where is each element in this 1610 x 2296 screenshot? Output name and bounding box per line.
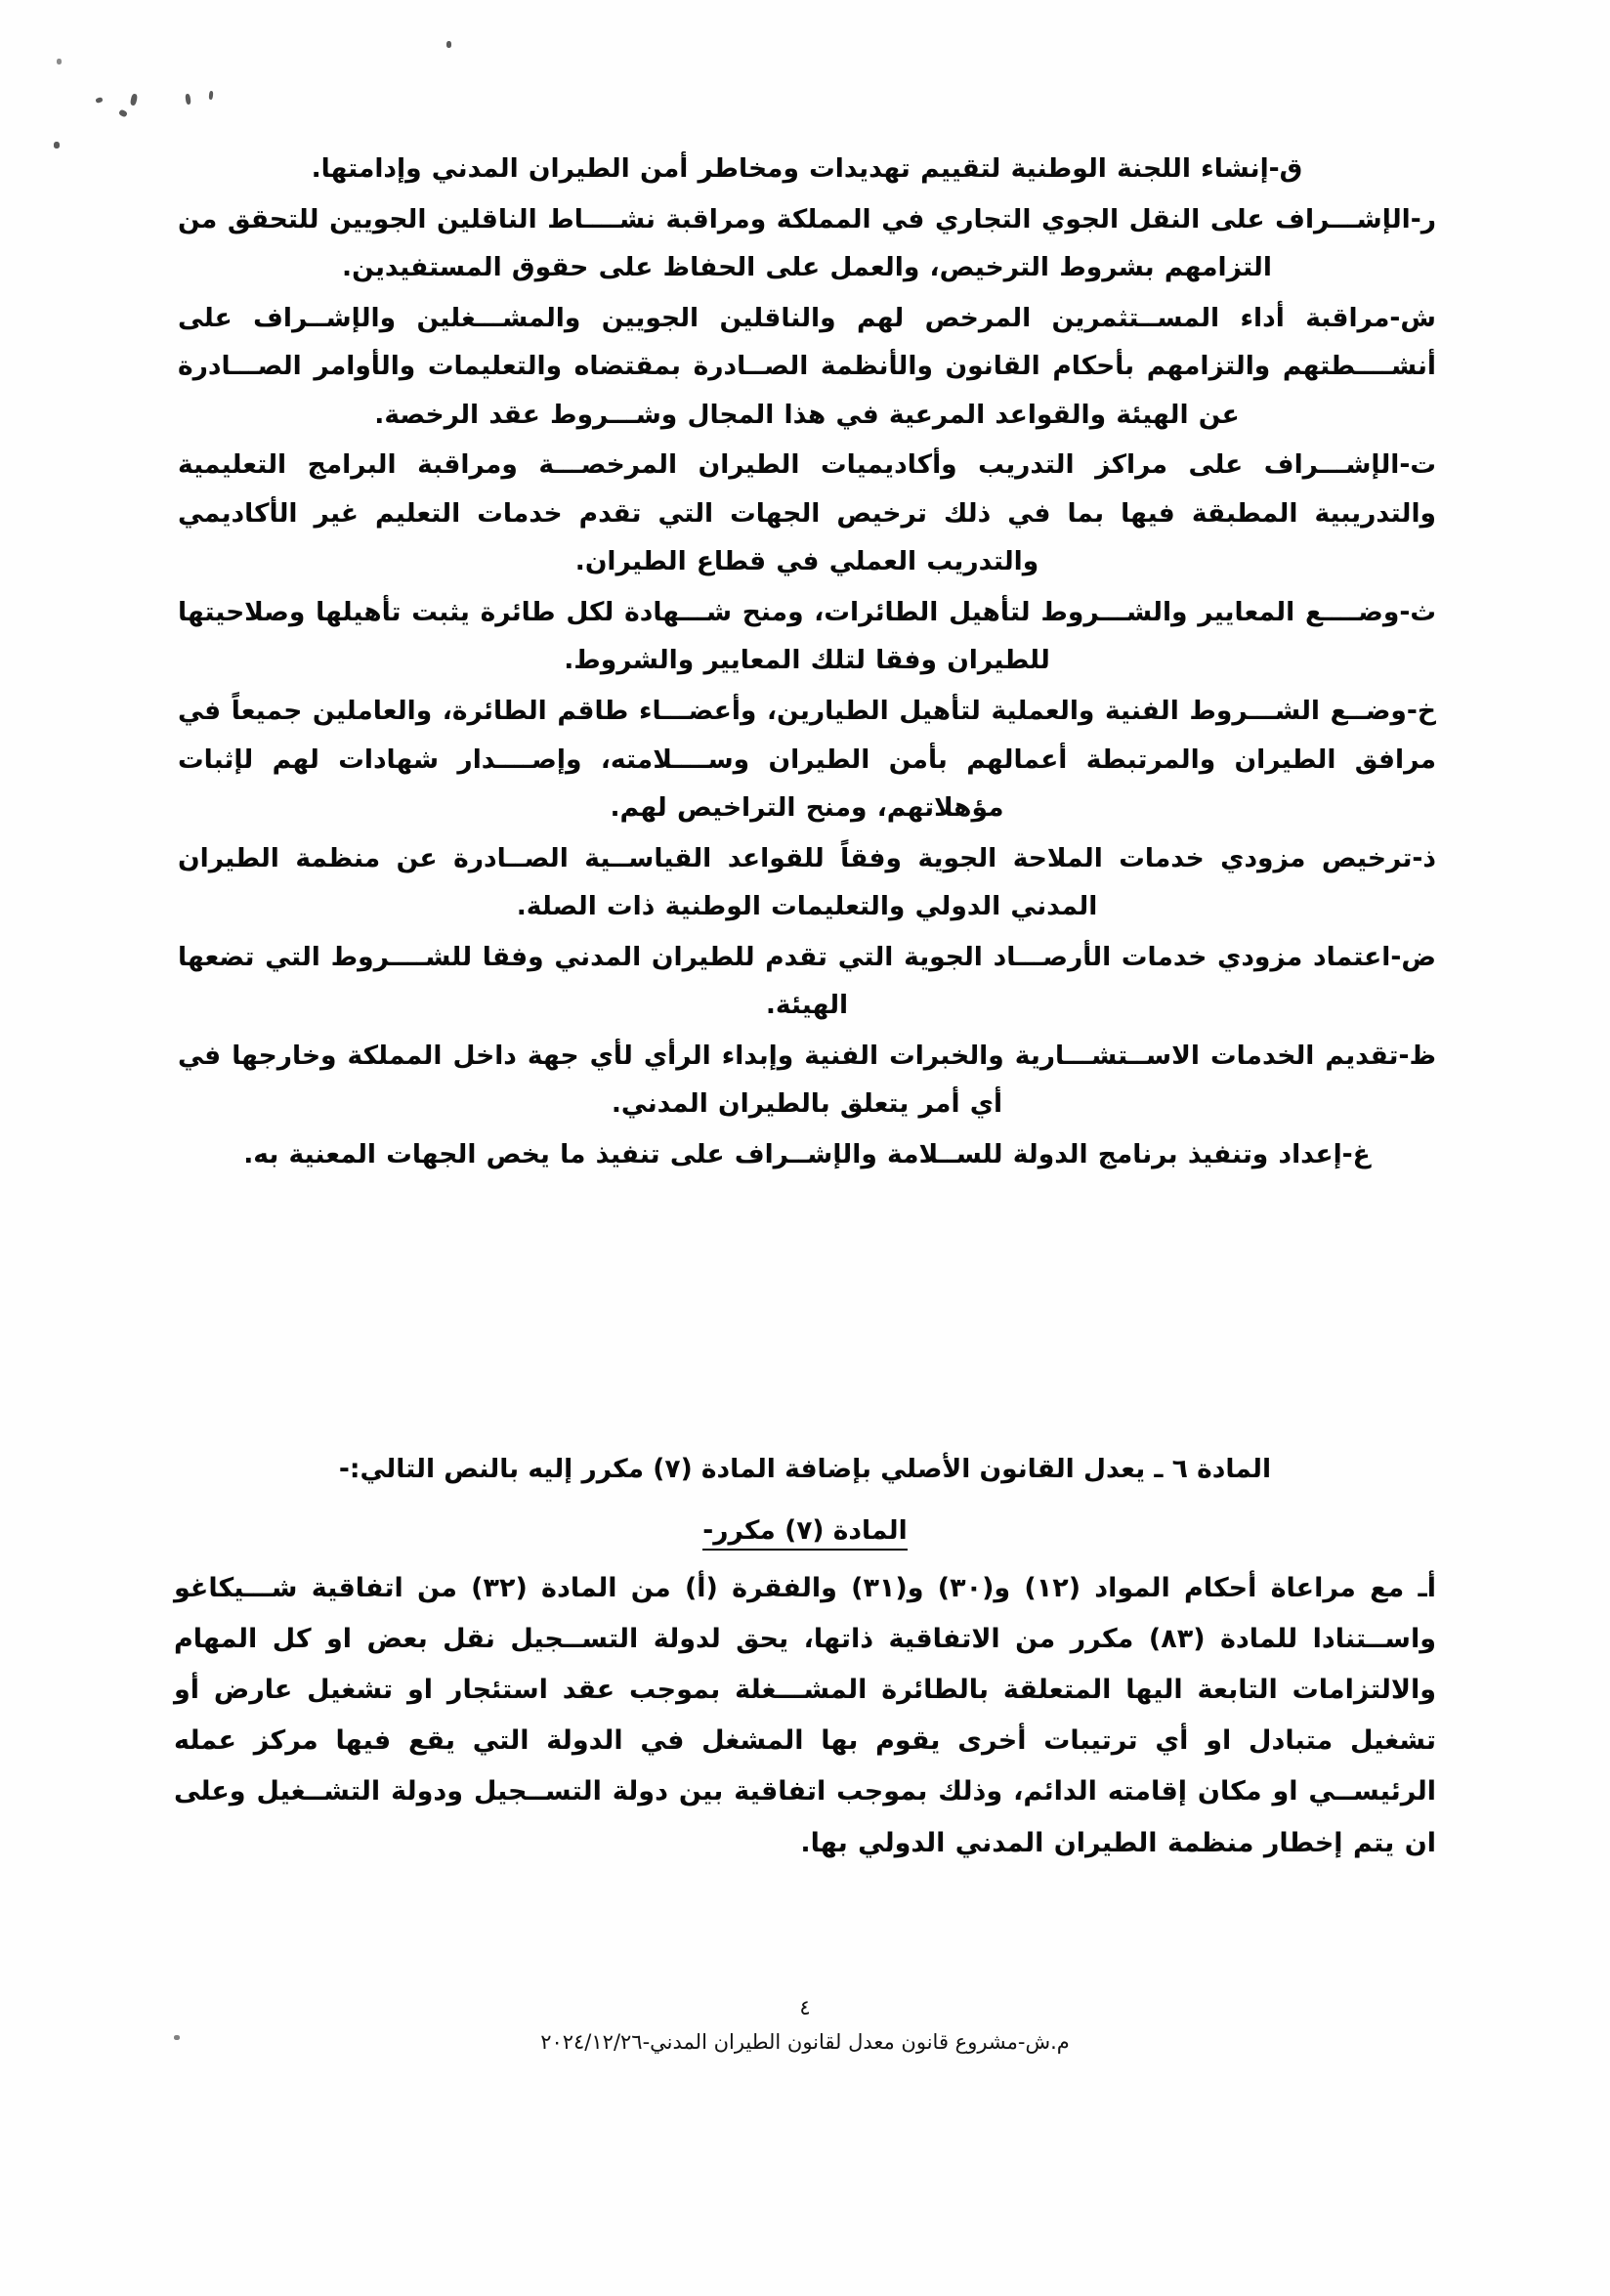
clause-sheen: ش-مراقبة أداء المســتثمرين المرخص لهم والناقلين الجويين والمشـــغلين والإشــراف على أنشــــطتهم والتزامهم بأحكام القانون والأنظمة الصــادرة بمقتضاه والتعليمات والأوامر الصـــادرة عن الهيئة والقواعد المرعية في هذا المجال وشـــروط عقد الرخصة.: [178, 302, 1436, 430]
clause-zha: ظ-تقديم الخدمات الاســتشـــارية والخبرات الفنية وإبداء الرأي لأي جهة داخل المملكة وخارجها في أي أمر يتعلق بالطيران المدني.: [178, 1040, 1436, 1120]
scan-speck: [118, 108, 128, 117]
footer-note: م.ش-مشروع قانون معدل لقانون الطيران المدني-٢٠٢٤/١٢/٢٦: [540, 2030, 1070, 2054]
article-7-heading: [174, 1515, 1436, 1551]
article-6-amendment-line: المادة ٦ ـ يعدل القانون الأصلي بإضافة المادة (٧) مكرر إليه بالنص التالي:-: [338, 1454, 1272, 1484]
clause-qaf: ق-إنشاء اللجنة الوطنية لتقييم تهديدات ومخاطر أمن الطيران المدني وإدامتها.: [311, 153, 1303, 184]
scan-speck: [95, 97, 103, 104]
scan-speck: [209, 91, 214, 100]
article-7-heading-text: المادة (٧) مكرر-: [702, 1515, 907, 1551]
clause-ra: ر-الإشـــراف على النقل الجوي التجاري في المملكة ومراقبة نشــــاط الناقلين الجويين للتحقق من التزامهم بشروط الترخيص، والعمل على الحفاظ على حقوق المستفيدين.: [178, 203, 1436, 283]
clause-tha: ث-وضــــع المعايير والشـــروط لتأهيل الطائرات، ومنح شـــهادة لكل طائرة يثبت تأهيلها وصلاحيتها للطيران وفقا لتلك المعايير والشروط.: [178, 596, 1436, 676]
clause-ghain: غ-إعداد وتنفيذ برنامج الدولة للســلامة والإشــراف على تنفيذ ما يخص الجهات المعنية به.: [243, 1138, 1371, 1169]
article-7-body: [174, 1563, 1436, 1871]
scan-speck: [446, 41, 451, 48]
clause-list: [178, 145, 1436, 1180]
article-7-clause-alif: أـ مع مراعاة أحكام المواد (١٢) و(٣٠) و(٣١) والفقرة (أ) من المادة (٣٢) من اتفاقية شـــيكاغو واســتنادا للمادة (٨٣) مكرر من الاتفاقية ذاتها، يحق لدولة التســجيل نقل بعض او كل المهام والالتزامات التابعة اليها المتعلقة بالطائرة المشـــغلة بموجب عقد استئجار او تشغيل عارض أو تشغيل متبادل او أي ترتيبات أخرى يقوم بها المشغل في الدولة التي يقع فيها مركز عمله الرئيســي او مكان إقامته الدائم، وذلك بموجب اتفاقية بين دولة التســجيل ودولة التشــغيل وعلى ان يتم إخطار منظمة الطيران المدني الدولي بها.: [174, 1573, 1436, 1858]
clause-kha: خ-وضــع الشـــروط الفنية والعملية لتأهيل الطيارين، وأعضـــاء طاقم الطائرة، والعاملين جميعاً في مرافق الطيران والمرتبطة أعمالهم بأمن الطيران وســــلامته، وإصــــدار شهادات لهم لإثبات مؤهلاتهم، ومنح التراخيص لهم.: [178, 696, 1436, 824]
page-number: ٤: [799, 1996, 811, 2020]
scan-speck: [57, 59, 62, 64]
scan-speck: [130, 94, 138, 106]
clause-ta: ت-الإشـــراف على مراكز التدريب وأكاديميات الطيران المرخصـــة ومراقبة البرامج التعليمية والتدريبية المطبقة فيها بما في ذلك ترخيص الجهات التي تقدم خدمات التعليم غير الأكاديمي والتدريب العملي في قطاع الطيران.: [178, 449, 1436, 577]
clause-dad: ض-اعتماد مزودي خدمات الأرصـــاد الجوية التي تقدم للطيران المدني وفقا للشــــروط التي تضعها الهيئة.: [178, 941, 1436, 1021]
scan-speck: [185, 94, 191, 106]
clause-thal: ذ-ترخيص مزودي خدمات الملاحة الجوية وفقاً للقواعد القياســية الصــادرة عن منظمة الطيران المدني الدولي والتعليمات الوطنية ذات الصلة.: [178, 842, 1436, 922]
scan-speck: [54, 142, 60, 149]
